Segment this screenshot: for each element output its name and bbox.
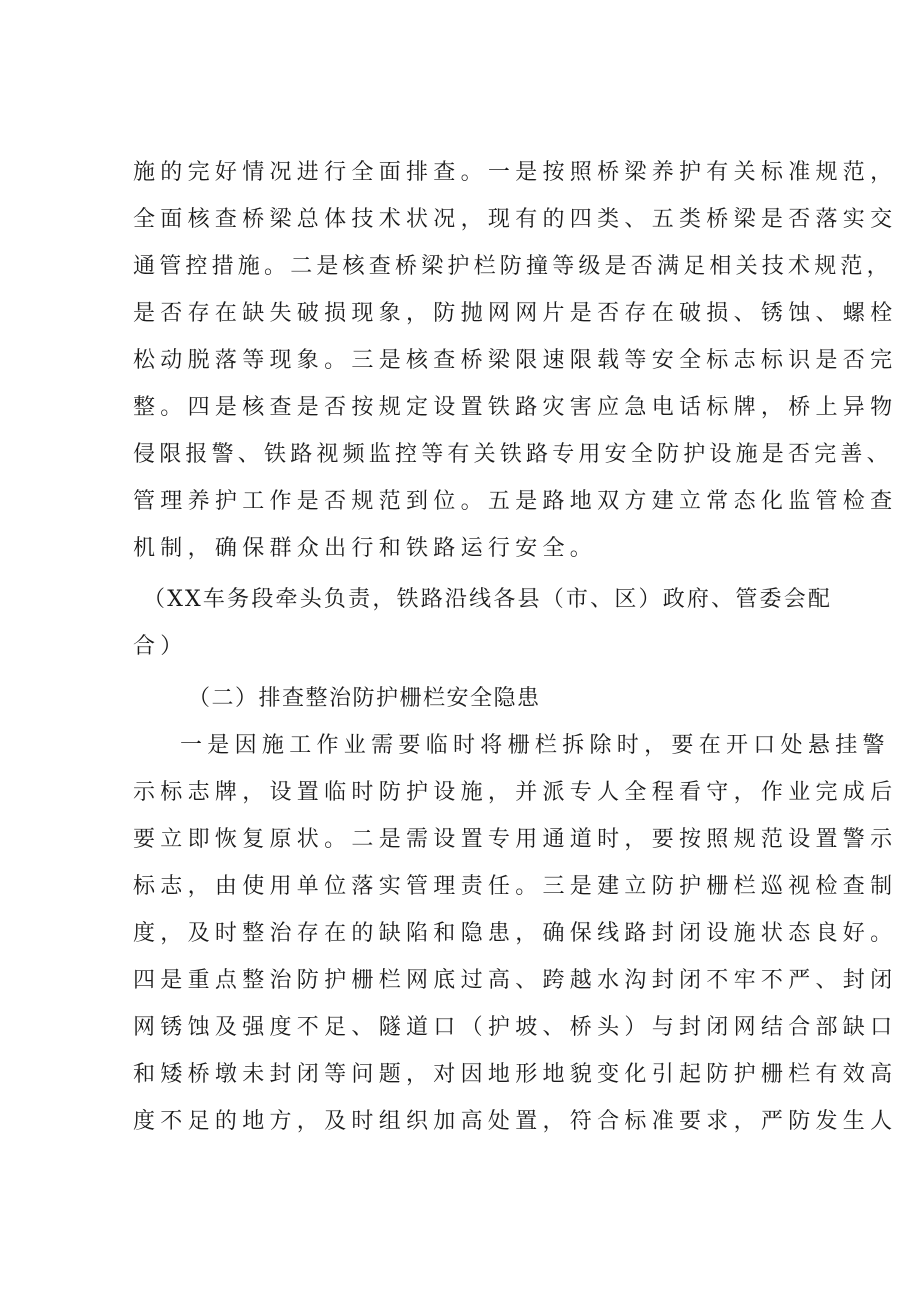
responsibility-note-line: 合） bbox=[133, 634, 188, 659]
paragraph-line: 全面核查桥梁总体技术状况，现有的四类、五类桥梁是否落实交 bbox=[133, 207, 898, 232]
paragraph-line: 施的完好情况进行全面排查。一是按照桥梁养护有关标准规范， bbox=[133, 160, 898, 185]
responsibility-note-line: （XX车务段牵头负责，铁路沿线各县（市、区）政府、管委会配 bbox=[143, 587, 833, 612]
paragraph-line: 机制，确保群众出行和铁路运行安全。 bbox=[133, 536, 598, 561]
paragraph-line: 网锈蚀及强度不足、隧道口（护坡、桥头）与封闭网结合部缺口 bbox=[133, 1015, 898, 1040]
paragraph-line: 标志，由使用单位落实管理责任。三是建立防护栅栏巡视检查制 bbox=[133, 874, 898, 899]
paragraph-line: 一是因施工作业需要临时将栅栏拆除时，要在开口处悬挂警 bbox=[180, 733, 890, 758]
paragraph-line: 度不足的地方，及时组织加高处置，符合标准要求，严防发生人 bbox=[133, 1109, 898, 1134]
section-heading: （二）排查整治防护栅栏安全隐患 bbox=[188, 686, 541, 711]
paragraph-line: 要立即恢复原状。二是需设置专用通道时，要按照规范设置警示 bbox=[133, 827, 898, 852]
paragraph-line: 侵限报警、铁路视频监控等有关铁路专用安全防护设施是否完善、 bbox=[133, 442, 893, 467]
paragraph-line: 通管控措施。二是核查桥梁护栏防撞等级是否满足相关技术规范， bbox=[133, 254, 893, 279]
paragraph-line: 四是重点整治防护栅栏网底过高、跨越水沟封闭不牢不严、封闭 bbox=[133, 968, 898, 993]
paragraph-line: 示标志牌，设置临时防护设施，并派专人全程看守，作业完成后 bbox=[133, 780, 898, 805]
paragraph-line: 整。四是核查是否按规定设置铁路灾害应急电话标牌，桥上异物 bbox=[133, 395, 898, 420]
paragraph-line: 和矮桥墩未封闭等问题，对因地形地貌变化引起防护栅栏有效高 bbox=[133, 1062, 898, 1087]
paragraph-line: 管理养护工作是否规范到位。五是路地双方建立常态化监管检查 bbox=[133, 489, 898, 514]
paragraph-line: 度，及时整治存在的缺陷和隐患，确保线路封闭设施状态良好。 bbox=[133, 921, 898, 946]
paragraph-line: 松动脱落等现象。三是核查桥梁限速限载等安全标志标识是否完 bbox=[133, 348, 898, 373]
paragraph-line: 是否存在缺失破损现象，防抛网网片是否存在破损、锈蚀、螺栓 bbox=[133, 301, 898, 326]
